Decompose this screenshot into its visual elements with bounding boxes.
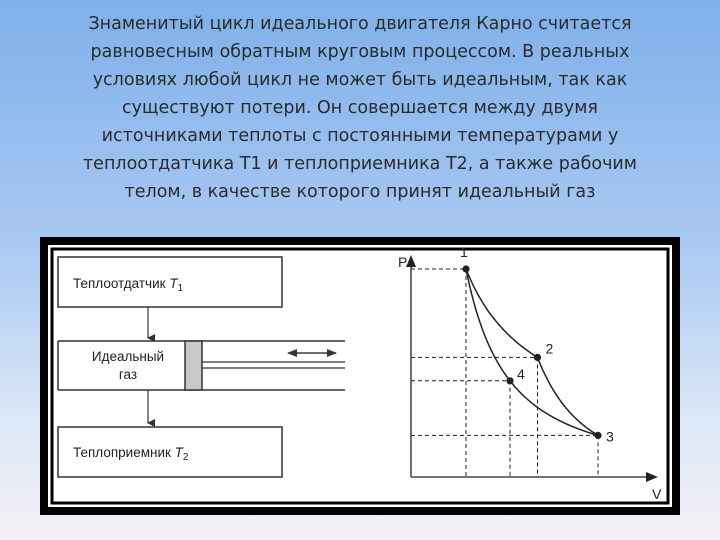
p-axis-label: P [398,254,408,270]
piston [185,341,202,390]
caption-line: равновесным обратным круговым процессом. В реальных [90,42,630,62]
v-axis-label: V [652,486,662,502]
cold-sink-label: Теплоприемник $T_2$ [73,445,189,463]
point-label-4: 4 [517,365,525,382]
point-1 [462,265,469,272]
carnot-figure [40,237,680,515]
working-body-label-1: Идеальный [91,349,165,364]
point-label-3: 3 [606,428,614,445]
point-2 [534,354,541,361]
caption-line: Знаменитый цикл идеального двигателя Карно считается [88,14,632,34]
caption-line: условиях любой цикл не может быть идеальным, так как [92,70,628,90]
point-label-2: 2 [545,340,554,357]
caption-line: телом, в качестве которого принят идеальный газ [124,182,596,202]
working-body-label-2: газ [118,367,138,382]
hot-source-label: Теплоотдатчик $T_1$ [73,276,184,294]
point-4 [506,377,513,384]
caption-line: существуют потери. Он совершается между двумя [122,98,598,118]
caption-line: источниками теплоты с постоянными температурами у [101,126,619,146]
point-label-1: 1 [460,244,468,260]
point-3 [594,432,601,439]
carnot-figure-svg [40,237,680,515]
caption-line: теплоотдатчика Т1 и теплоприемника Т2, а также рабочим [82,154,638,174]
description-text [40,10,680,206]
